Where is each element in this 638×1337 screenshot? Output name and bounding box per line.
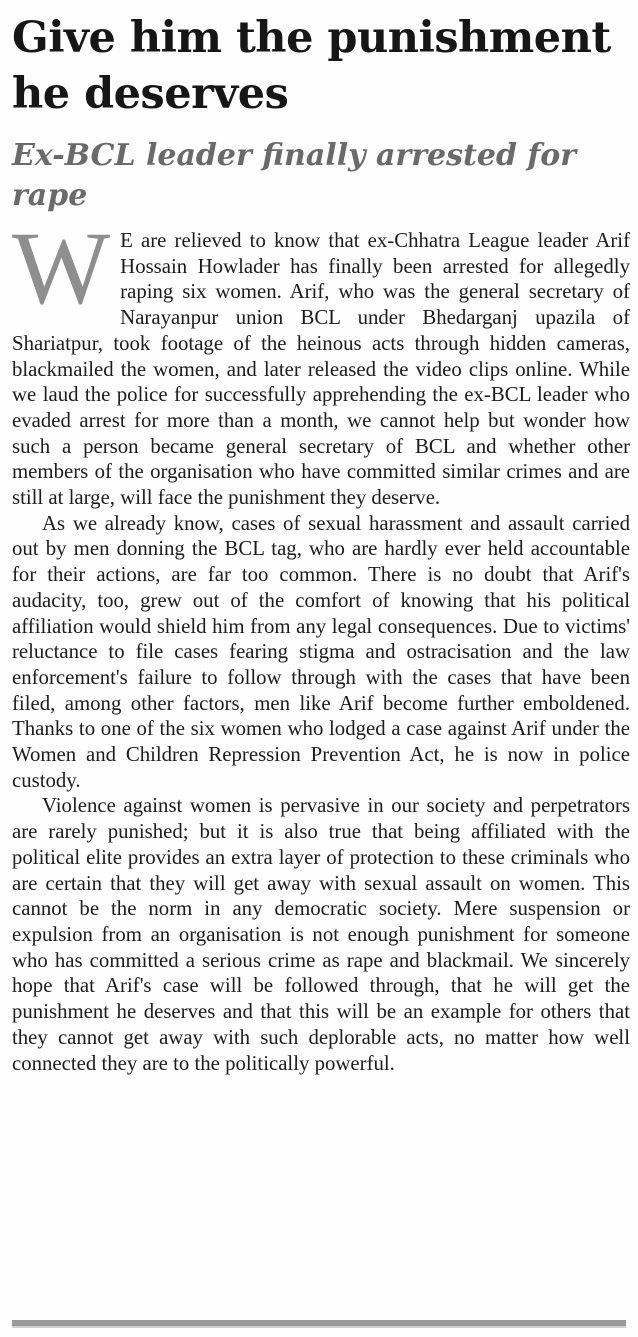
- paragraph-1: [12, 211, 630, 511]
- headline: Give him the punishment he deserves: [12, 13, 611, 119]
- paragraph-2: As we already know, cases of sexual harassment and assault carried out by men donning the BCL tag, who are hardly ever held accountable for their actions, are far too common. There is no doubt that Arif's audacity, too, grew out of the comfort of knowing that his political affiliation would shield him from any legal consequences. Due to victims' reluctance to file cases fearing stigma and ostracisation and the law enforcement's failure to follow through with the cases that have been filed, among other factors, men like Arif become further emboldened. Thanks to one of the six women who lodged a case against Arif under the Women and Children Repression Prevention Act, he is now in police custody.: [12, 511, 630, 792]
- bottom-rule: [12, 1320, 626, 1328]
- paragraph-1-text: E are relieved to know that ex-Chhatra League leader Arif Hossain Howlader has finally been arrested for allegedly raping six women. Arif, who was the general secretary of Narayanpur union BCL under Bhedarganj upazila of Shariatpur, took footage of the heinous acts through hidden cameras, blackmailed the women, and later released the video clips online. While we laud the police for successfully apprehending the ex-BCL leader who evaded arrest for more than a month, we cannot help but wonder how such a person became general secretary of BCL and whether other members of the organisation who have committed similar crimes and are still at large, will face the punishment they deserve.: [12, 229, 630, 510]
- article-body: [12, 211, 630, 1076]
- drop-cap: W: [12, 211, 111, 326]
- paragraph-3: Violence against women is pervasive in our society and perpetrators are rarely punished; but it is also true that being affiliated with the political elite provides an extra layer of protection to these criminals who are certain that they will get away with sexual assault on women. This cannot be the norm in any democratic society. Mere suspension or expulsion from an organisation is not enough punishment for someone who has committed a serious crime as rape and blackmail. We sincerely hope that Arif's case will be followed through, that he will get the punishment he deserves and that this will be an example for others that they cannot get away with such deplorable acts, no matter how well connected they are to the politically powerful.: [12, 794, 630, 1075]
- subheadline: Ex-BCL leader finally arrested for rape: [12, 138, 577, 213]
